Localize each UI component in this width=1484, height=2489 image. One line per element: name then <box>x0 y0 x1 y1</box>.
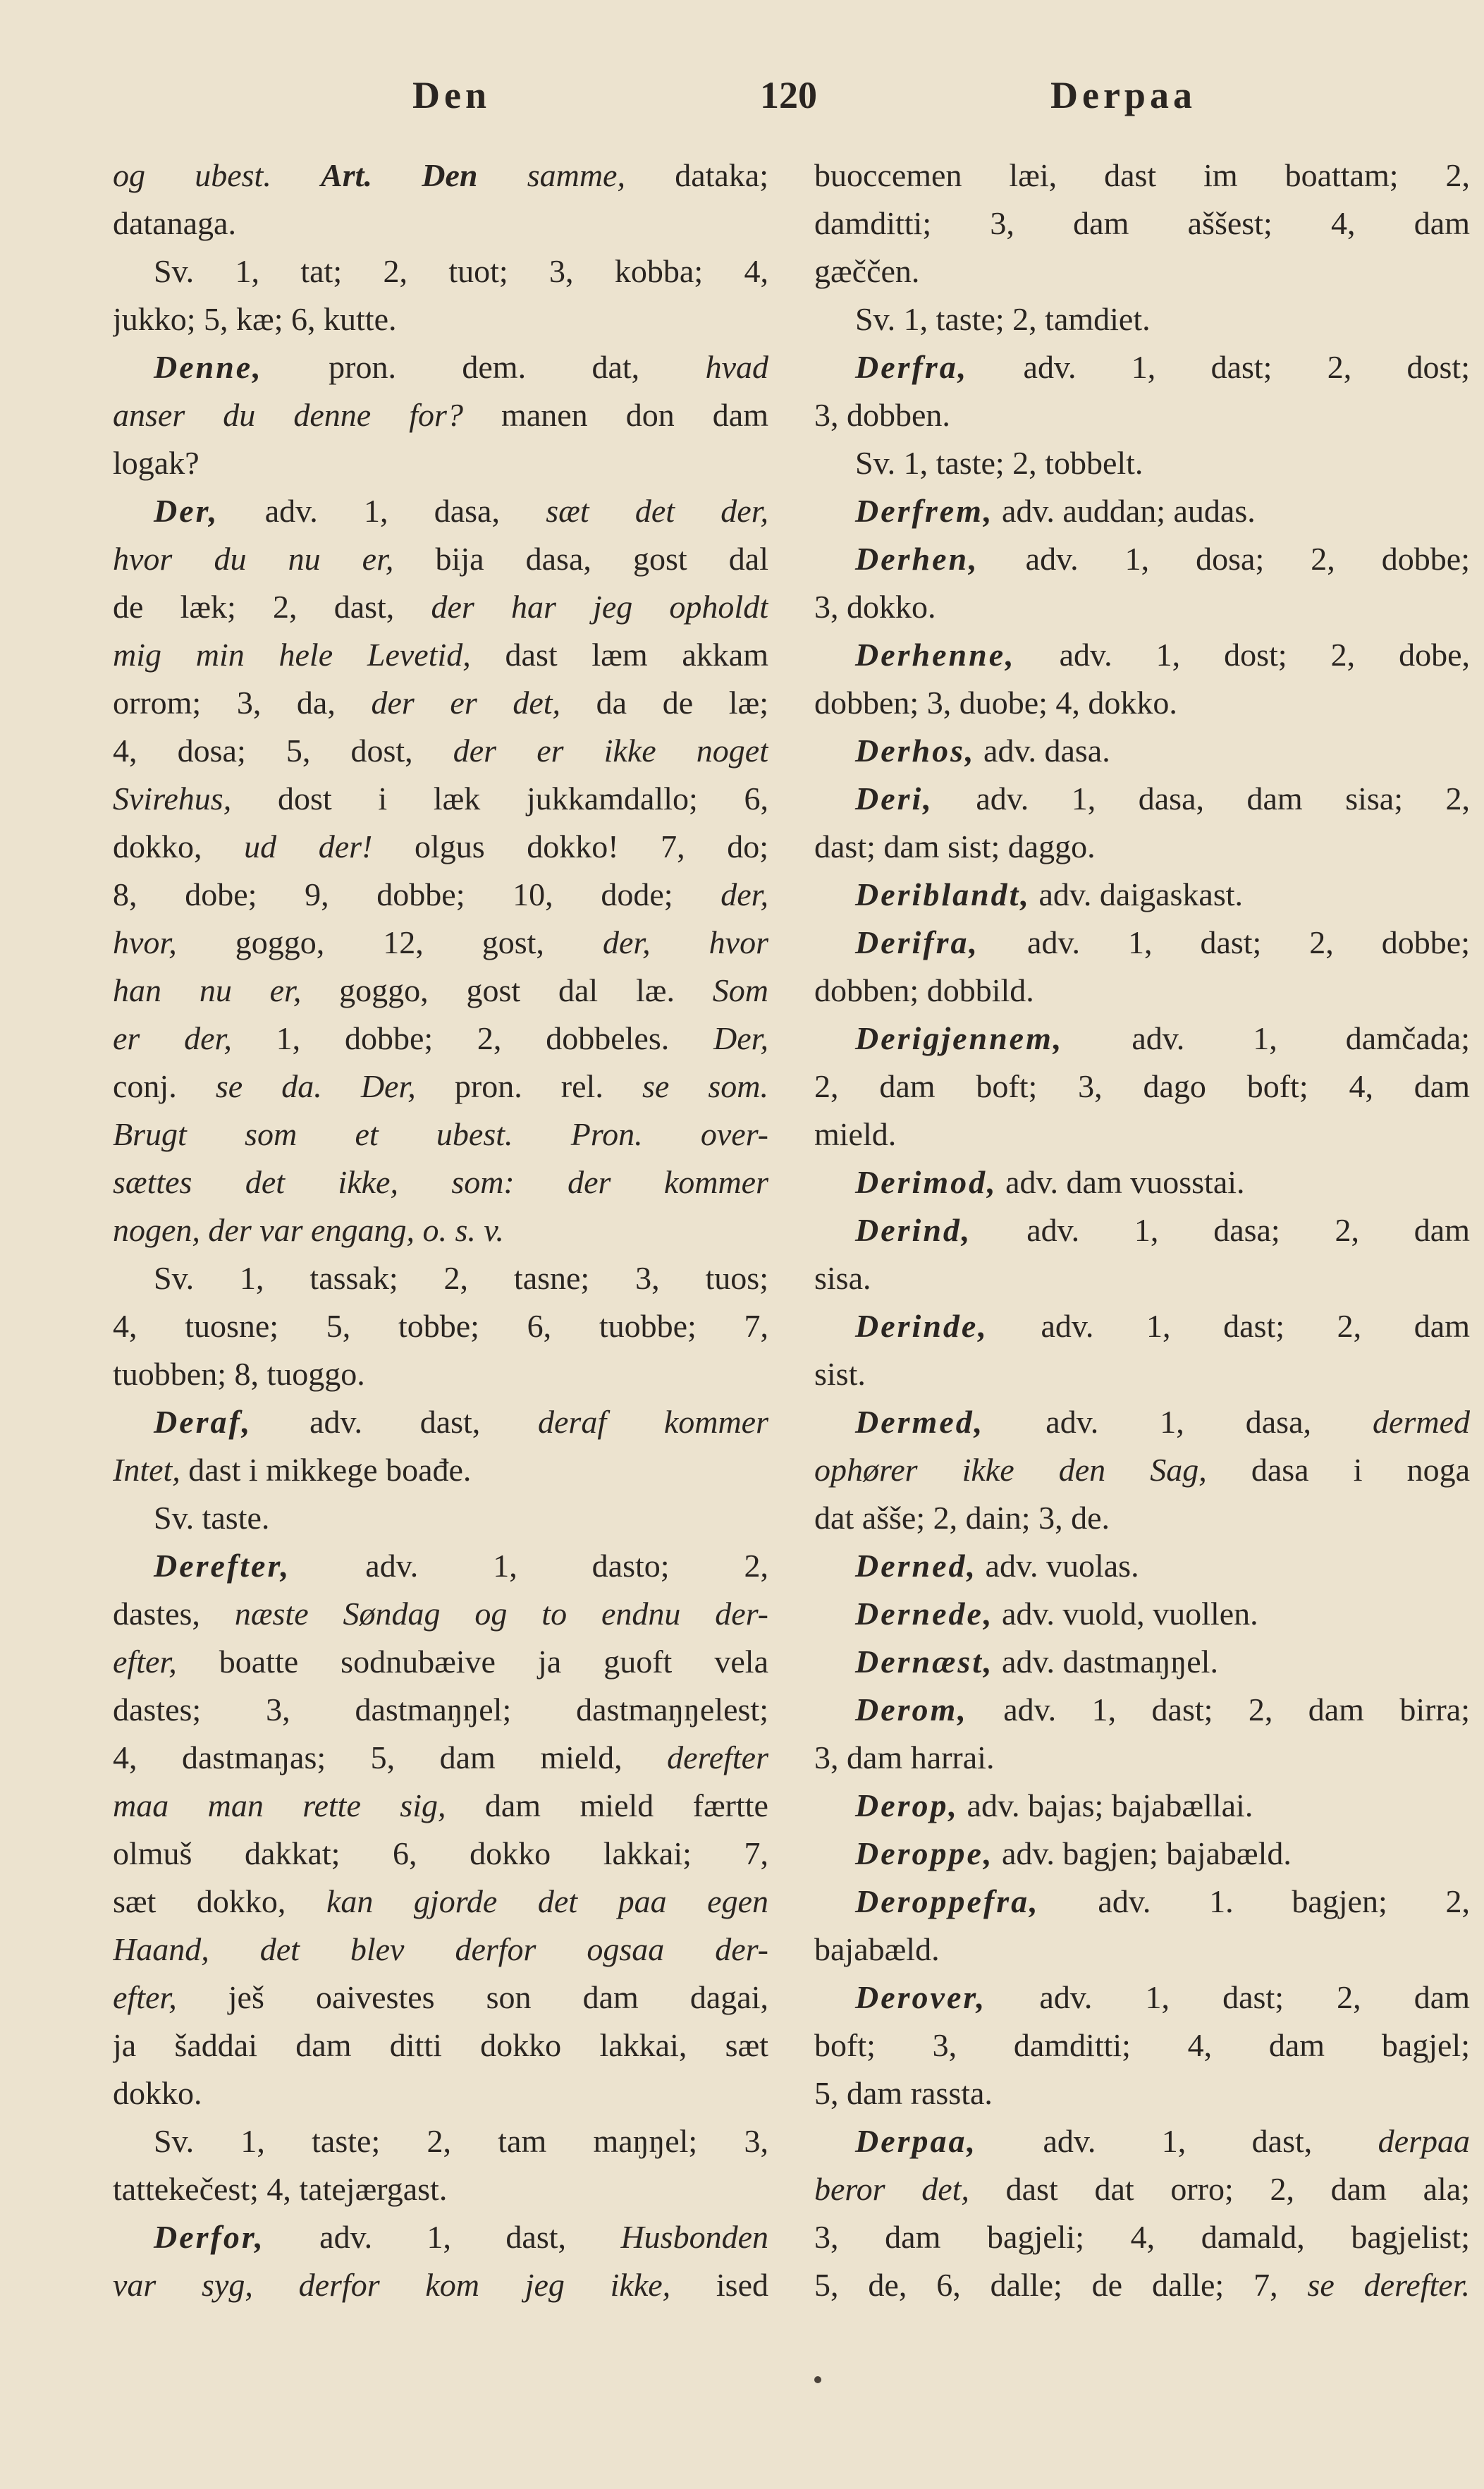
text-line <box>814 343 1470 391</box>
text-line <box>113 1254 768 1302</box>
text-segment: 2, dam boft; 3, dago boft; 4, dam <box>814 1068 1470 1104</box>
text-segment: Sv. taste. <box>154 1500 270 1536</box>
text-segment: dataka; <box>625 157 768 193</box>
text-line <box>814 1446 1470 1494</box>
text-line <box>814 391 1470 439</box>
text-line <box>814 919 1470 967</box>
text-segment: adv. auddan; audas. <box>993 493 1256 529</box>
text-line <box>814 1638 1470 1686</box>
text-line <box>814 1111 1470 1158</box>
text-line <box>113 200 768 247</box>
text-segment: de læk; 2, dast, <box>113 589 431 625</box>
headword: Derfrem, <box>855 493 994 529</box>
text-segment: adv. 1, dast; 2, dobbe; <box>979 924 1470 960</box>
text-line <box>113 919 768 967</box>
header-right-word: Derpaa <box>1050 74 1196 116</box>
text-segment: 3, dobben. <box>814 397 950 433</box>
text-segment: hvor, <box>113 924 177 960</box>
text-segment: Der, <box>713 1020 768 1056</box>
text-segment: boatte sodnubæive ja guoft vela <box>176 1644 768 1680</box>
text-segment: ješ oaivestes son dam dagai, <box>176 1979 768 2015</box>
text-line <box>113 775 768 823</box>
text-segment: dam mield færtte <box>446 1787 768 1823</box>
text-segment: orrom; 3, da, <box>113 685 372 721</box>
text-line <box>113 1542 768 1590</box>
text-segment: derpaa <box>1378 2123 1470 2159</box>
text-line <box>113 487 768 535</box>
text-line <box>814 775 1470 823</box>
text-line <box>814 583 1470 631</box>
text-segment: nogen, der var engang, o. s. v. <box>113 1212 504 1248</box>
text-segment: tuobben; 8, tuoggo. <box>113 1356 365 1392</box>
headword: Dermed, <box>855 1404 985 1440</box>
text-segment: og ubest. <box>113 157 321 193</box>
text-segment: buoccemen læi, dast im boattam; 2, <box>814 157 1470 193</box>
headword: Deroppefra, <box>855 1883 1040 1919</box>
text-segment: der, <box>720 876 768 912</box>
text-line <box>113 967 768 1015</box>
text-segment: dat ašše; 2, dain; 3, de. <box>814 1500 1110 1536</box>
headword: Derigjennem, <box>855 1020 1064 1056</box>
text-segment: adv. 1, dast, <box>977 2123 1378 2159</box>
text-line <box>113 1206 768 1254</box>
text-line <box>814 152 1470 200</box>
text-line <box>113 823 768 871</box>
text-line <box>113 1686 768 1734</box>
text-line <box>113 1926 768 1974</box>
text-segment: maa man rette sig, <box>113 1787 446 1823</box>
headword: Derinde, <box>855 1308 988 1344</box>
text-segment: damditti; 3, dam aššest; 4, dam <box>814 205 1470 241</box>
text-segment: tattekečest; 4, tatejærgast. <box>113 2171 448 2207</box>
text-line <box>113 1111 768 1158</box>
text-line <box>113 2261 768 2309</box>
text-segment: adv. bagjen; bajabæld. <box>993 1835 1292 1871</box>
text-line <box>113 391 768 439</box>
text-line <box>814 871 1470 919</box>
text-line <box>814 1254 1470 1302</box>
text-segment: Sv. 1, taste; 2, tamdiet. <box>855 301 1151 337</box>
text-segment: dokko. <box>113 2075 202 2111</box>
headword: Derfra, <box>855 349 969 385</box>
text-line <box>113 2213 768 2261</box>
text-segment: han nu er, <box>113 972 302 1008</box>
text-line <box>113 1734 768 1782</box>
headword: Derifra, <box>855 924 980 960</box>
headword: Derop, <box>855 1787 959 1823</box>
text-segment: dast dat orro; 2, dam ala; <box>969 2171 1470 2207</box>
text-segment: pron. dem. dat, <box>262 349 706 385</box>
text-line <box>814 1350 1470 1398</box>
text-segment: 5, dam rassta. <box>814 2075 993 2111</box>
text-segment: næste Søndag og to endnu der- <box>234 1596 768 1632</box>
text-line <box>814 631 1470 679</box>
text-segment: Sv. 1, taste; 2, tobbelt. <box>855 445 1143 481</box>
text-segment: adv. 1. bagjen; 2, <box>1039 1883 1470 1919</box>
headword: Deroppe, <box>855 1835 994 1871</box>
text-line <box>814 535 1470 583</box>
text-segment: sæt det der, <box>546 493 768 529</box>
text-segment: manen don dam <box>462 397 768 433</box>
text-segment: 1, dobbe; 2, dobbeles. <box>231 1020 714 1056</box>
text-segment: adv. 1, dast; 2, dost; <box>968 349 1470 385</box>
text-segment: adv. vuold, vuollen. <box>993 1596 1258 1632</box>
text-line <box>113 2165 768 2213</box>
headword: Derefter, <box>154 1548 291 1584</box>
text-segment: 5, de, 6, dalle; de dalle; 7, <box>814 2267 1308 2303</box>
text-line <box>814 967 1470 1015</box>
text-line <box>113 247 768 295</box>
text-segment: ophører ikke den Sag, <box>814 1452 1207 1488</box>
headword: Derom, <box>855 1692 968 1727</box>
text-line <box>113 1878 768 1926</box>
text-segment: logak? <box>113 445 200 481</box>
text-segment: sist. <box>814 1356 866 1392</box>
text-segment: adv. 1, dasto; 2, <box>290 1548 768 1584</box>
text-segment: goggo, 12, gost, <box>176 924 603 960</box>
text-line <box>814 1302 1470 1350</box>
text-line <box>814 1830 1470 1878</box>
text-segment: samme, <box>477 157 625 193</box>
headword: Derned, <box>855 1548 978 1584</box>
text-segment: dermed <box>1373 1404 1470 1440</box>
running-header <box>0 67 1484 123</box>
text-segment: se da. Der, <box>215 1068 416 1104</box>
right-column <box>814 152 1470 2309</box>
text-segment: er der, <box>113 1020 232 1056</box>
text-segment: adv. daigaskast. <box>1030 876 1244 912</box>
text-segment: sættes det ikke, som: der kommer <box>113 1164 768 1200</box>
text-segment: Brugt som et ubest. Pron. over- <box>113 1116 768 1152</box>
headword: Dernede, <box>855 1596 994 1632</box>
headword: Derfor, <box>154 2219 265 2255</box>
text-line <box>814 2117 1470 2165</box>
text-segment: sisa. <box>814 1260 871 1296</box>
text-line <box>113 727 768 775</box>
text-segment: dokko, <box>113 828 245 864</box>
text-line <box>814 2213 1470 2261</box>
text-segment: jukko; 5, kæ; 6, kutte. <box>113 301 397 337</box>
headword: Deriblandt, <box>855 876 1031 912</box>
text-segment: dobben; 3, duobe; 4, dokko. <box>814 685 1177 721</box>
text-segment: se som. <box>642 1068 768 1104</box>
text-line <box>113 1782 768 1830</box>
text-line <box>814 1015 1470 1063</box>
text-segment: adv. 1, damčada; <box>1063 1020 1470 1056</box>
text-segment: Husbonden <box>620 2219 768 2255</box>
text-segment: var syg, derfor kom jeg ikke, <box>113 2267 671 2303</box>
text-segment: Sv. 1, taste; 2, tam maŋŋel; 3, <box>154 2123 768 2159</box>
headword: Derind, <box>855 1212 972 1248</box>
text-segment: dost i læk jukkamdallo; 6, <box>231 781 768 817</box>
text-line <box>814 2261 1470 2309</box>
text-line <box>113 2117 768 2165</box>
text-line <box>814 295 1470 343</box>
text-line <box>814 439 1470 487</box>
text-segment: mield. <box>814 1116 897 1152</box>
text-line <box>113 1015 768 1063</box>
text-segment <box>372 157 422 193</box>
text-segment: bajabæld. <box>814 1931 940 1967</box>
left-column <box>113 152 768 2309</box>
text-segment: Sv. 1, tassak; 2, tasne; 3, tuos; <box>154 1260 768 1296</box>
header-left-word: Den <box>412 74 491 116</box>
text-segment: adv. vuolas. <box>977 1548 1139 1584</box>
text-segment: der har jeg opholdt <box>431 589 768 625</box>
headword: Der, <box>154 493 219 529</box>
text-segment: pron. rel. <box>415 1068 642 1104</box>
text-segment: adv. dam vuosstai. <box>997 1164 1245 1200</box>
text-segment: adv. 1, dasa; 2, dam <box>971 1212 1470 1248</box>
headword: Derhen, <box>855 541 979 577</box>
text-segment: hvad <box>705 349 768 385</box>
headword: Derhos, <box>855 733 976 769</box>
text-segment: adv. dasa. <box>975 733 1110 769</box>
headword: Dernæst, <box>855 1644 994 1680</box>
text-line <box>814 2165 1470 2213</box>
text-segment: derefter <box>667 1739 768 1775</box>
text-segment: sæt dokko, <box>113 1883 326 1919</box>
text-line <box>113 295 768 343</box>
text-line <box>814 1782 1470 1830</box>
text-segment: adv. 1, dosa; 2, dobbe; <box>979 541 1470 577</box>
text-line <box>814 1158 1470 1206</box>
headword: Deri, <box>855 781 933 817</box>
text-segment: hvor du nu er, <box>113 541 394 577</box>
text-segment: da de læ; <box>560 685 768 721</box>
text-segment: efter, <box>113 1644 177 1680</box>
text-line <box>113 152 768 200</box>
text-line <box>814 679 1470 727</box>
text-line <box>814 1206 1470 1254</box>
text-line <box>814 1590 1470 1638</box>
text-segment: adv. 1, dasa, <box>219 493 546 529</box>
text-line <box>113 1494 768 1542</box>
text-line <box>113 535 768 583</box>
text-segment: Svirehus, <box>113 781 232 817</box>
text-line <box>814 2022 1470 2069</box>
text-line <box>113 679 768 727</box>
text-segment: olgus dokko! 7, do; <box>372 828 768 864</box>
text-segment: ud der! <box>244 828 373 864</box>
text-segment: ised <box>670 2267 768 2303</box>
text-segment: adv. 1, dast; 2, dam <box>988 1308 1470 1344</box>
text-segment: adv. bajas; bajabællai. <box>959 1787 1253 1823</box>
text-line <box>113 1158 768 1206</box>
text-segment: adv. dastmaŋŋel. <box>993 1644 1218 1680</box>
text-segment: adv. 1, dost; 2, dobe, <box>1015 637 1470 673</box>
text-segment: adv. 1, dasa, dam sisa; 2, <box>933 781 1470 817</box>
text-segment: dastes, <box>113 1596 235 1632</box>
text-segment: 4, dosa; 5, dost, <box>113 733 453 769</box>
text-line <box>814 1398 1470 1446</box>
text-segment: dast; dam sist; daggo. <box>814 828 1096 864</box>
text-line <box>113 1302 768 1350</box>
text-segment: dast læm akkam <box>470 637 768 673</box>
text-line <box>814 823 1470 871</box>
text-segment: mig min hele Levetid, <box>113 637 471 673</box>
text-segment: beror det, <box>814 2171 969 2207</box>
text-line <box>113 1398 768 1446</box>
text-line <box>113 1350 768 1398</box>
text-line <box>814 1734 1470 1782</box>
text-segment: adv. dast, <box>252 1404 539 1440</box>
text-segment: olmuš dakkat; 6, dokko lakkai; 7, <box>113 1835 768 1871</box>
text-line <box>113 631 768 679</box>
text-line <box>113 583 768 631</box>
headword: Denne, <box>154 349 263 385</box>
print-speck <box>814 2376 821 2383</box>
text-segment: kan gjorde det paa egen <box>326 1883 768 1919</box>
text-segment: dast i mikkege boađe. <box>180 1452 472 1488</box>
text-line <box>113 2069 768 2117</box>
text-line <box>814 247 1470 295</box>
headword: Derover, <box>855 1979 987 2015</box>
text-segment: Som <box>712 972 768 1008</box>
text-segment: der er ikke noget <box>453 733 768 769</box>
text-line <box>113 2022 768 2069</box>
text-segment: adv. 1, dasa, <box>984 1404 1373 1440</box>
text-line <box>814 1542 1470 1590</box>
text-segment: der, hvor <box>602 924 768 960</box>
text-line <box>113 1446 768 1494</box>
text-line <box>814 1974 1470 2022</box>
text-line <box>113 871 768 919</box>
text-segment: dasa i noga <box>1206 1452 1470 1488</box>
text-segment: bija dasa, gost dal <box>393 541 768 577</box>
text-segment: dobben; dobbild. <box>814 972 1034 1008</box>
headword: Derpaa, <box>855 2123 978 2159</box>
text-segment: conj. <box>113 1068 216 1104</box>
text-segment: 3, dam harrai. <box>814 1739 995 1775</box>
text-segment: 3, dokko. <box>814 589 936 625</box>
text-segment: Art. <box>321 157 372 193</box>
text-segment: goggo, gost dal læ. <box>301 972 713 1008</box>
headword: Derhenne, <box>855 637 1016 673</box>
text-line <box>814 1063 1470 1111</box>
text-line <box>814 1926 1470 1974</box>
text-segment: 4, dastmaŋas; 5, dam mield, <box>113 1739 668 1775</box>
text-line <box>814 1878 1470 1926</box>
text-segment: 3, dam bagjeli; 4, damald, bagjelist; <box>814 2219 1470 2255</box>
text-segment: gæččen. <box>814 253 920 289</box>
text-line <box>814 200 1470 247</box>
text-line <box>814 487 1470 535</box>
text-segment: 4, tuosne; 5, tobbe; 6, tuobbe; 7, <box>113 1308 768 1344</box>
text-line <box>113 343 768 391</box>
text-line <box>113 1638 768 1686</box>
headword: Derimod, <box>855 1164 998 1200</box>
text-line <box>113 1590 768 1638</box>
text-segment: Den <box>422 157 478 193</box>
text-segment: Intet, <box>113 1452 180 1488</box>
text-line <box>814 2069 1470 2117</box>
text-segment: datanaga. <box>113 205 236 241</box>
text-line <box>814 727 1470 775</box>
text-segment: ja šaddai dam ditti dokko lakkai, sæt <box>113 2027 768 2063</box>
text-segment: adv. 1, dast, <box>264 2219 621 2255</box>
text-line <box>814 1686 1470 1734</box>
text-segment: deraf kommer <box>538 1404 768 1440</box>
text-segment: Haand, det blev derfor ogsaa der- <box>113 1931 768 1967</box>
text-segment: 8, dobe; 9, dobbe; 10, dode; <box>113 876 721 912</box>
page-number: 120 <box>760 74 817 116</box>
text-line <box>113 1974 768 2022</box>
text-line <box>113 439 768 487</box>
text-segment: der er det, <box>371 685 561 721</box>
text-segment: adv. 1, dast; 2, dam <box>986 1979 1470 2015</box>
headword: Deraf, <box>154 1404 252 1440</box>
text-segment: dastes; 3, dastmaŋŋel; dastmaŋŋelest; <box>113 1692 768 1727</box>
text-line <box>814 1494 1470 1542</box>
text-segment: Sv. 1, tat; 2, tuot; 3, kobba; 4, <box>154 253 768 289</box>
text-line <box>113 1830 768 1878</box>
text-segment: se derefter. <box>1307 2267 1470 2303</box>
text-segment: boft; 3, damditti; 4, dam bagjel; <box>814 2027 1470 2063</box>
text-segment: anser du denne for? <box>113 397 463 433</box>
text-segment: adv. 1, dast; 2, dam birra; <box>967 1692 1470 1727</box>
text-line <box>113 1063 768 1111</box>
text-segment: efter, <box>113 1979 177 2015</box>
